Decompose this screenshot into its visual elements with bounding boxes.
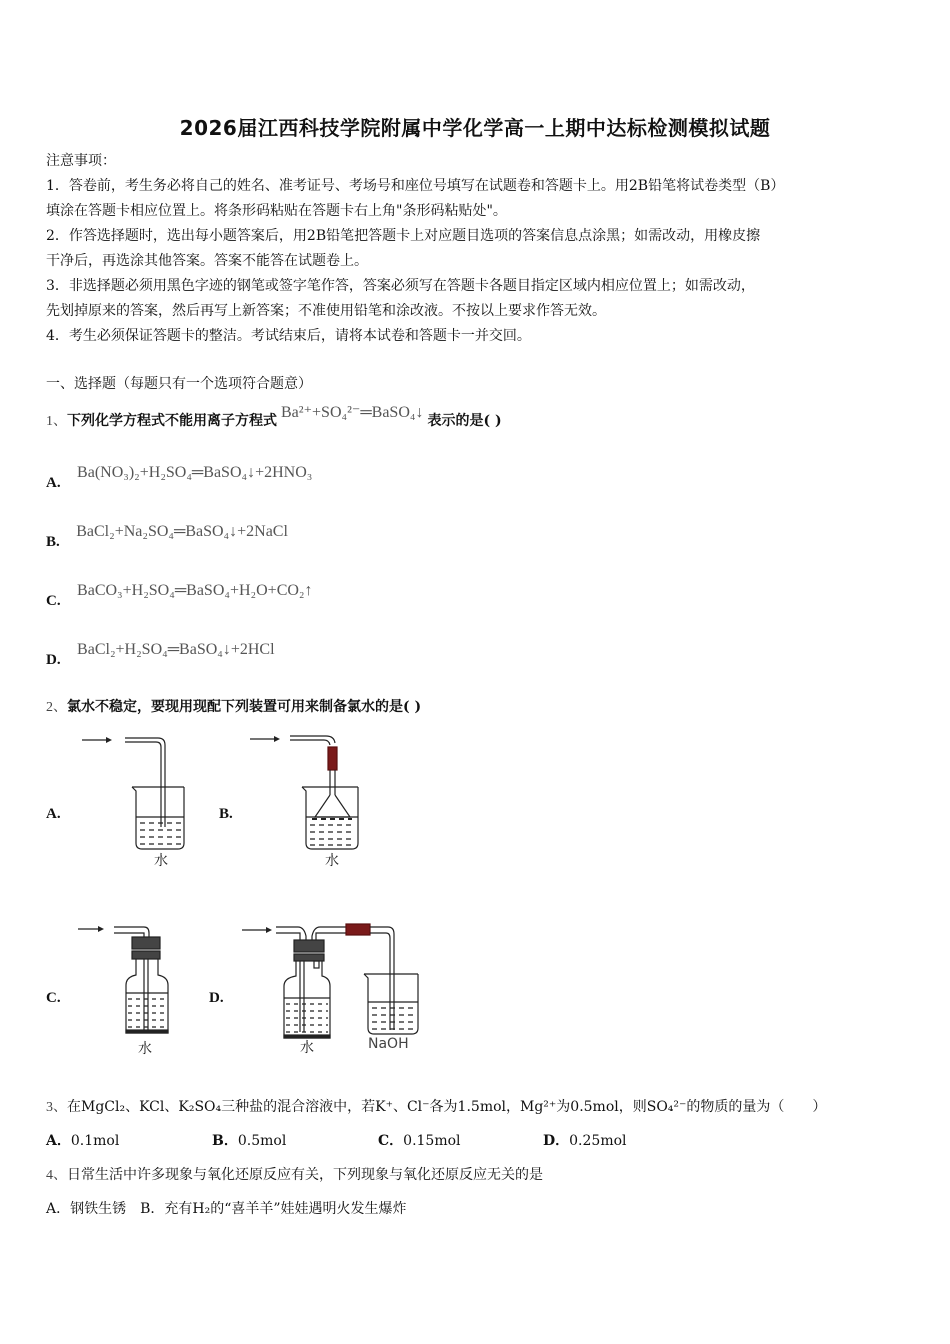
notice-line: 干净后，再选涂其他答案。答案不能答在试题卷上。 [46,253,368,269]
option-letter: D． [543,1133,570,1149]
question-text: 下列化学方程式不能用离子方程式 [67,413,277,429]
option-letter: D. [46,652,61,668]
notice-heading: 注意事项： [46,153,116,169]
option-d[interactable] [46,641,275,669]
option-text: 0.1mol [70,1133,120,1149]
option-letter: C. [46,593,61,609]
option-letter: A． [46,1133,71,1149]
notice-line: 2．作答选择题时，选出每小题答案后，用2B铅笔把答题卡上对应题目选项的答案信息点涂黑；如需改动，用橡皮擦 [46,228,761,244]
option-d[interactable] [543,1132,627,1150]
notice-line: 填涂在答题卡相应位置上。将条形码粘贴在答题卡右上角"条形码粘贴处"。 [46,203,507,219]
question-number: 2、 [46,700,67,715]
question-text: 在MgCl₂、KCl、K₂SO₄三种盐的混合溶液中，若K⁺、Cl⁻各为1.5mol，Mg²⁺为0.5mol，则SO₄²⁻的物质的量为（ ） [67,1099,827,1115]
apparatus-c-figure [70,915,210,1060]
notice-line: 1．答卷前，考生务必将自己的姓名、准考证号、考场号和座位号填写在试题卷和答题卡上。用2B铅笔将试卷类型（B） [46,178,785,194]
figure-label-naoh: NaOH [368,1036,409,1052]
option-c[interactable] [46,582,313,610]
option-b[interactable] [46,523,288,551]
rubber-tube [328,747,337,770]
option-text: 0.25mol [569,1133,627,1149]
notice-line: 3．非选择题必须用黑色字迹的钢笔或签字笔作答，答案必须写在答题卡各题目指定区域内相应位置上；如需改动， [46,278,755,294]
question-number: 3、 [46,1100,67,1115]
figure-label: 水 [325,853,339,869]
option-equation: BaCl₂+Na₂SO₄═BaSO₄↓+2NaCl [76,523,288,540]
question-text-suffix: 表示的是( ) [427,413,502,429]
option-a[interactable] [46,464,313,492]
notice-line: 4．考生必须保证答题卡的整洁。考试结束后，请将本试卷和答题卡一并交回。 [46,328,531,344]
apparatus-d-figure [230,920,430,1060]
section-heading: 一、选择题（每题只有一个选项符合题意） [46,376,312,392]
figure-label: 水 [300,1040,314,1056]
option-letter[interactable]: A. [46,806,61,822]
option-letter: C． [378,1133,404,1149]
option-letter: B. [46,534,60,550]
question-2-stem [46,698,421,717]
apparatus-b-figure [240,725,380,875]
page-title: 2026届江西科技学院附属中学化学高一上期中达标检测模拟试题 [179,116,771,140]
figure-label: 水 [138,1041,152,1057]
option-letter[interactable]: B. [219,806,233,822]
question-text: 氯水不稳定，要现用现配下列装置可用来制备氯水的是( ) [67,699,422,715]
option-letter[interactable]: D. [209,990,224,1006]
option-letter[interactable]: C. [46,990,61,1006]
option-equation: BaCO₃+H₂SO₄═BaSO₄+H₂O+CO₂↑ [77,582,313,599]
figure-label: 水 [154,853,168,869]
option-letter: A. [46,475,61,491]
rubber-tube [346,924,370,935]
option-equation: Ba(NO₃)₂+H₂SO₄═BaSO₄↓+2HNO₃ [77,464,313,481]
option-letter: B． [212,1133,238,1149]
question-3-stem [46,1098,826,1117]
ionic-equation: Ba²⁺+SO₄²⁻═BaSO₄↓ [281,404,424,421]
question-1-stem [46,404,502,431]
notice-line: 先划掉原来的答案，然后再写上新答案；不准使用铅笔和涂改液。不按以上要求作答无效。 [46,303,606,319]
option-a[interactable] [46,1132,119,1150]
question-number: 4、 [46,1168,67,1183]
option-equation: BaCl₂+H₂SO₄═BaSO₄↓+2HCl [77,641,275,658]
question-4-options[interactable]: A．钢铁生锈 B．充有H₂的“喜羊羊”娃娃遇明火发生爆炸 [46,1201,407,1217]
option-text: 0.5mol [237,1133,287,1149]
option-b[interactable] [212,1132,286,1150]
question-number: 1、 [46,414,67,429]
option-c[interactable] [378,1132,461,1150]
question-4-stem [46,1166,543,1185]
question-text: 日常生活中许多现象与氧化还原反应有关，下列现象与氧化还原反应无关的是 [67,1167,543,1183]
option-text: 0.15mol [403,1133,461,1149]
apparatus-a-figure [70,725,210,875]
